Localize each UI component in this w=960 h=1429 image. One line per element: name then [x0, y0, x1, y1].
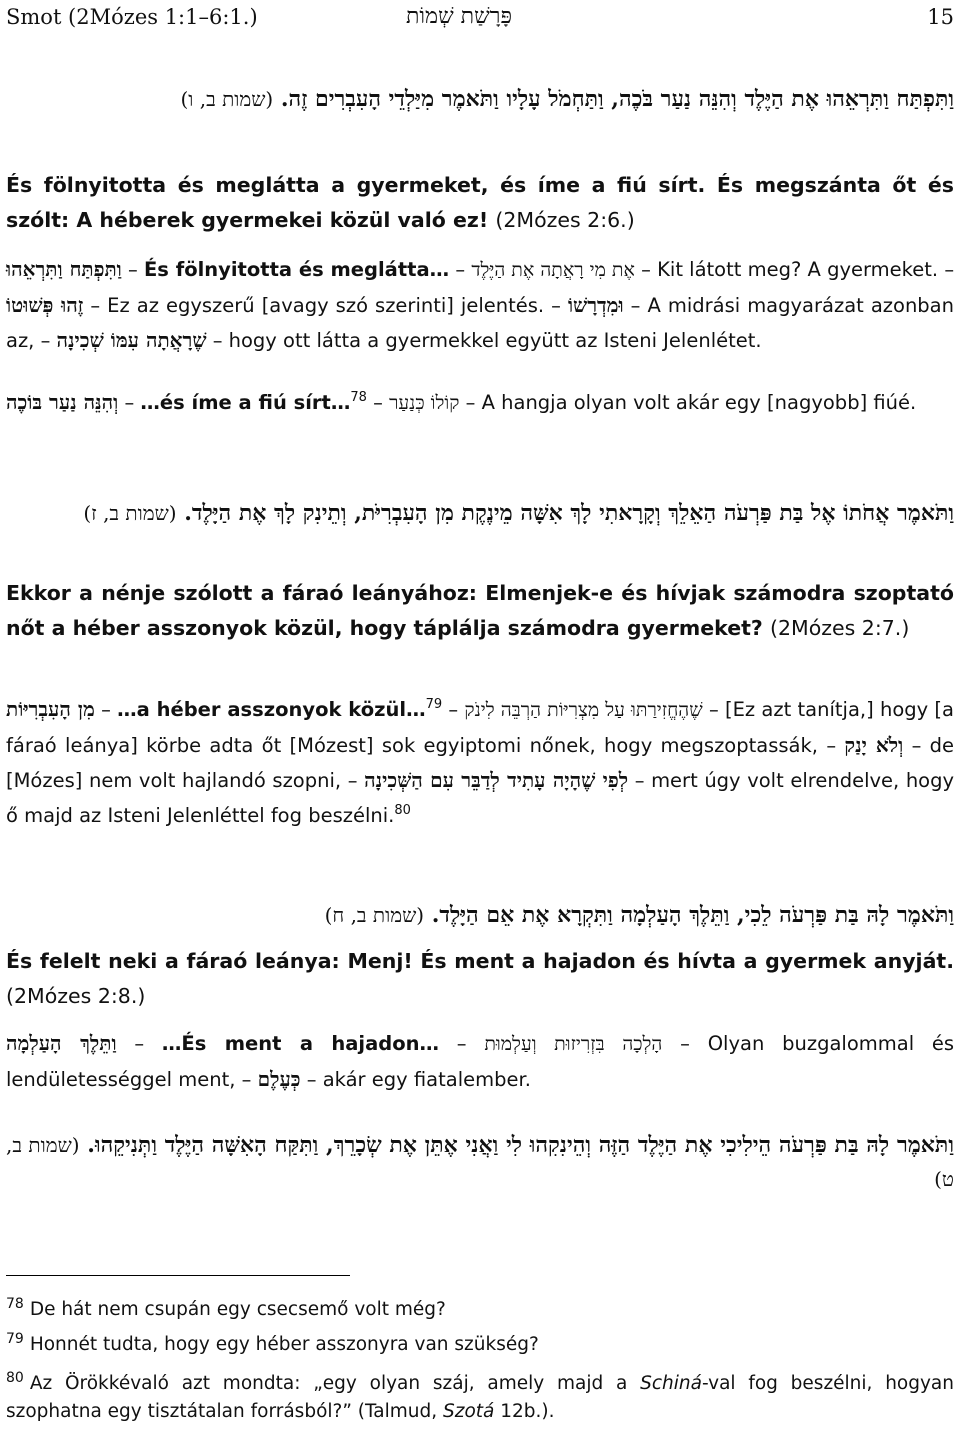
lemma-hebrew: מִן הָעִבְרִיּוֹת: [6, 697, 95, 721]
footnote-italic: Szotá: [443, 1401, 495, 1422]
header-hebrew-title: פָּרָשַׁת שְׁמוֹת: [406, 4, 512, 29]
verse-9-hebrew: [6, 1128, 954, 1196]
verse-text: וַתֹּאמֶר לָהּ בַּת פַּרְעֹה לֵכִי, וַתֵּלֶךְ הָעַלְמָה וַתִּקְרָא אֶת אֵם הַיָּלֶד.: [431, 902, 954, 928]
rashi-text: Olyan buzgalommal és lendületességgel ment,: [6, 1032, 955, 1091]
verse-8-translation: [6, 944, 954, 1014]
footnote-text: 12b.).: [494, 1401, 555, 1422]
lemma-translation: …És ment a hajadon…: [161, 1032, 439, 1055]
rashi-text: de [Mózes] nem volt hajlandó szopni,: [6, 734, 955, 792]
verse-text: וַתִּפְתַּח וַתִּרְאֵהוּ אֶת הַיֶּלֶד וְהִנֵּה נַעַר בֹּכֶה, וַתַּחְמֹל עָלָיו וַתֹּאמֶר מִיַּלְדֵי הָעִבְרִים זֶה.: [280, 86, 954, 112]
lemma-translation: És fölnyitotta és meglátta…: [143, 258, 450, 281]
translation-text: És fölnyitotta és meglátta a gyermeket, és íme a fiú sírt. És megszánta őt és szólt: A héberek gyermekei közül való ez!: [6, 173, 954, 232]
lemma-hebrew: וַתֵּלֶךְ הָעַלְמָה: [6, 1031, 117, 1055]
footnote-number: 80: [6, 1370, 24, 1386]
verse-6-translation: [6, 168, 954, 238]
verse-6-hebrew: [6, 82, 954, 116]
rashi-hebrew: וְלֹא יָנַק: [844, 733, 904, 757]
rashi-hebrew: שֶׁהֶחֱזִירַתּוּ עַל מִצְרִיּוֹת הַרְבֵּה לִינֹק: [464, 699, 703, 721]
verse-text: וַתֹּאמֶר אֲחֹתוֹ אֶל בַּת פַּרְעֹה הַאֵלֵךְ וְקָרָאתִי לָךְ אִשָּׁה מֵינֶקֶת מִן הָעִבְרִיֹּת, וְתֵינִק לָךְ אֶת הַיָּלֶד.: [184, 500, 954, 526]
translation-text: Ekkor a nénje szólott a fáraó leányához: Elmenjek-e és hívjak számodra szoptató nőt a héber asszonyok közül, hogy táplálja számodra gyermeket?: [6, 581, 954, 640]
commentary-6b: וְהִנֵּה נַעַר בּוֹכֶה – …és íme a fiú sírt…$^{78}$ – קוֹלוֹ כְּנַעַר – A hangja olyan volt akár egy [nagyobb] fiúé.: [6, 390, 917, 414]
commentary-6a: וַתִּפְתַּח וַתִּרְאֵהוּ – És fölnyitotta és meglátta… – אֶת מִי רָאֲתָה אֶת הַיֶּלֶד – Kit látott meg? A gyermeket. – זֶהוּ פְּשׁוּטוֹ – Ez az egyszerű [avagy szó szerinti] jelentés. – וּמִדְרָשׁוֹ – A midrási magyarázat azonban az, – שֶׁרָאֲתָה עִמּוֹ שְׁכִינָה – hogy ott látta a gyermekkel együtt az Isteni Jelenlétet.: [6, 257, 955, 352]
rashi-hebrew: כְּעֶלֶם: [257, 1067, 301, 1091]
footnote-divider: [6, 1275, 350, 1276]
header-title: Smot (2Mózes 1:1–6:1.): [6, 5, 258, 29]
footnote-number: 78: [6, 1296, 24, 1312]
rashi-text: Kit látott meg? A gyermeket.: [657, 258, 939, 281]
footnote-text: Az Örökkévaló azt mondta: „egy olyan száj, amely majd a: [29, 1373, 641, 1394]
lemma-hebrew: וְהִנֵּה נַעַר בּוֹכֶה: [6, 390, 119, 414]
translation-ref: (2Mózes 2:7.): [769, 616, 910, 640]
verse-7-hebrew: [6, 496, 954, 530]
rashi-text: [Ez azt tanítja,] hogy [a fáraó leánya] körbe adta őt [Mózest] sok egyiptomi nőnek, hogy megszoptassák,: [6, 698, 954, 757]
verse-7-translation: [6, 576, 954, 646]
footnote-text: -val fog beszélni, hogyan szophatna egy tisztátalan forrásból?” (Talmud,: [6, 1373, 954, 1422]
lemma-translation: …és íme a fiú sírt…: [140, 391, 351, 414]
verse-ref: (שמות ב, ו): [180, 87, 274, 111]
footnote-number: 79: [6, 1331, 24, 1347]
rashi-text: A hangja olyan volt akár egy [nagyobb] fiúé.: [481, 391, 917, 414]
rashi-text: hogy ott látta a gyermekkel együtt az Isteni Jelenlétet.: [228, 329, 762, 352]
footnote-text: Honnét tudta, hogy egy héber asszonyra van szükség?: [29, 1334, 539, 1355]
rashi-hebrew: שֶׁרָאֲתָה עִמּוֹ שְׁכִינָה: [56, 328, 207, 352]
page-number: 15: [927, 5, 954, 29]
translation-ref: (2Mózes 2:6.): [495, 208, 635, 232]
commentary-8: וַתֵּלֶךְ הָעַלְמָה – …És ment a hajadon… – הָלְכָה בִּזְרִיזוּת וְעַלְמוּת – Olyan buzgalommal és lendületességgel ment, – כְּעֶלֶם – akár egy fiatalember.: [6, 1031, 955, 1091]
rashi-hebrew: הָלְכָה בִּזְרִיזוּת וְעַלְמוּת: [484, 1033, 663, 1055]
translation-text: És felelt neki a fáraó leánya: Menj! És ment a hajadon és hívta a gyermek anyját.: [6, 949, 954, 973]
footnote-ref[interactable]: 78: [350, 390, 367, 405]
footnote-79: [6, 1325, 954, 1359]
rashi-text: mert úgy volt elrendelve, hogy ő majd az Isteni Jelenléttel fog beszélni.: [6, 769, 955, 827]
rashi-text: Ez az egyszerű [avagy szó szerinti] jelentés.: [107, 294, 545, 317]
footnote-italic: Schiná: [640, 1373, 702, 1394]
footnote-text: De hát nem csupán egy csecsemő volt még?: [29, 1299, 446, 1320]
rashi-text: akár egy fiatalember.: [322, 1068, 531, 1091]
page-header: [6, 2, 954, 32]
translation-ref: (2Mózes 2:8.): [6, 984, 146, 1008]
rashi-hebrew: אֶת מִי רָאֲתָה אֶת הַיֶּלֶד: [471, 259, 635, 281]
verse-8-hebrew: [6, 898, 954, 932]
commentary-7: מִן הָעִבְרִיּוֹת – …a héber asszonyok közül…$^{79}$ – שֶׁהֶחֱזִירַתּוּ עַל מִצְרִיּוֹת הַרְבֵּה לִינֹק – [Ez azt tanítja,] hogy [a fáraó leánya] körbe adta őt [Mózest] sok egyiptomi nőnek, hogy megszoptassák, – וְלֹא יָנַק – de [Mózes] nem volt hajlandó szopni, – לְפִי שֶׁהָיָה עָתִיד לְדַבֵּר עִם הַשְּׁכִינָה – mert úgy volt elrendelve, hogy ő majd az Isteni Jelenléttel fog beszélni.$^{80}$: [6, 697, 955, 827]
lemma-hebrew: וַתִּפְתַּח וַתִּרְאֵהוּ: [6, 257, 122, 281]
lemma-translation: …a héber asszonyok közül…: [117, 698, 426, 721]
rashi-hebrew: קוֹלוֹ כְּנַעַר: [389, 392, 460, 414]
rashi-hebrew: זֶהוּ פְּשׁוּטוֹ: [6, 293, 84, 317]
rashi-hebrew: לְפִי שֶׁהָיָה עָתִיד לְדַבֵּר עִם הַשְּׁכִינָה: [364, 768, 629, 792]
verse-ref: (שמות ב, ח): [324, 903, 425, 927]
verse-ref: (שמות ב, ז): [83, 501, 177, 525]
verse-text: וַתֹּאמֶר לָהּ בַּת פַּרְעֹה הֵילִיכִי אֶת הַיֶּלֶד הַזֶּה וְהֵינִקִהוּ לִי וַאֲנִי אֶתֵּן אֶת שְׂכָרֵךְ, וַתִּקַּח הָאִשָּׁה הַיֶּלֶד וַתְּנִיקֵהוּ.: [87, 1132, 954, 1158]
footnote-ref[interactable]: 80: [394, 803, 411, 818]
rashi-text: A midrási magyarázat azonban az,: [6, 294, 954, 352]
footnote-ref[interactable]: 79: [425, 697, 443, 712]
rashi-hebrew: וּמִדְרָשׁוֹ: [567, 293, 624, 317]
footnote-78: [6, 1290, 954, 1324]
verse-ref: (שמות ב, ט): [6, 1133, 954, 1191]
footnote-80: [6, 1364, 954, 1426]
